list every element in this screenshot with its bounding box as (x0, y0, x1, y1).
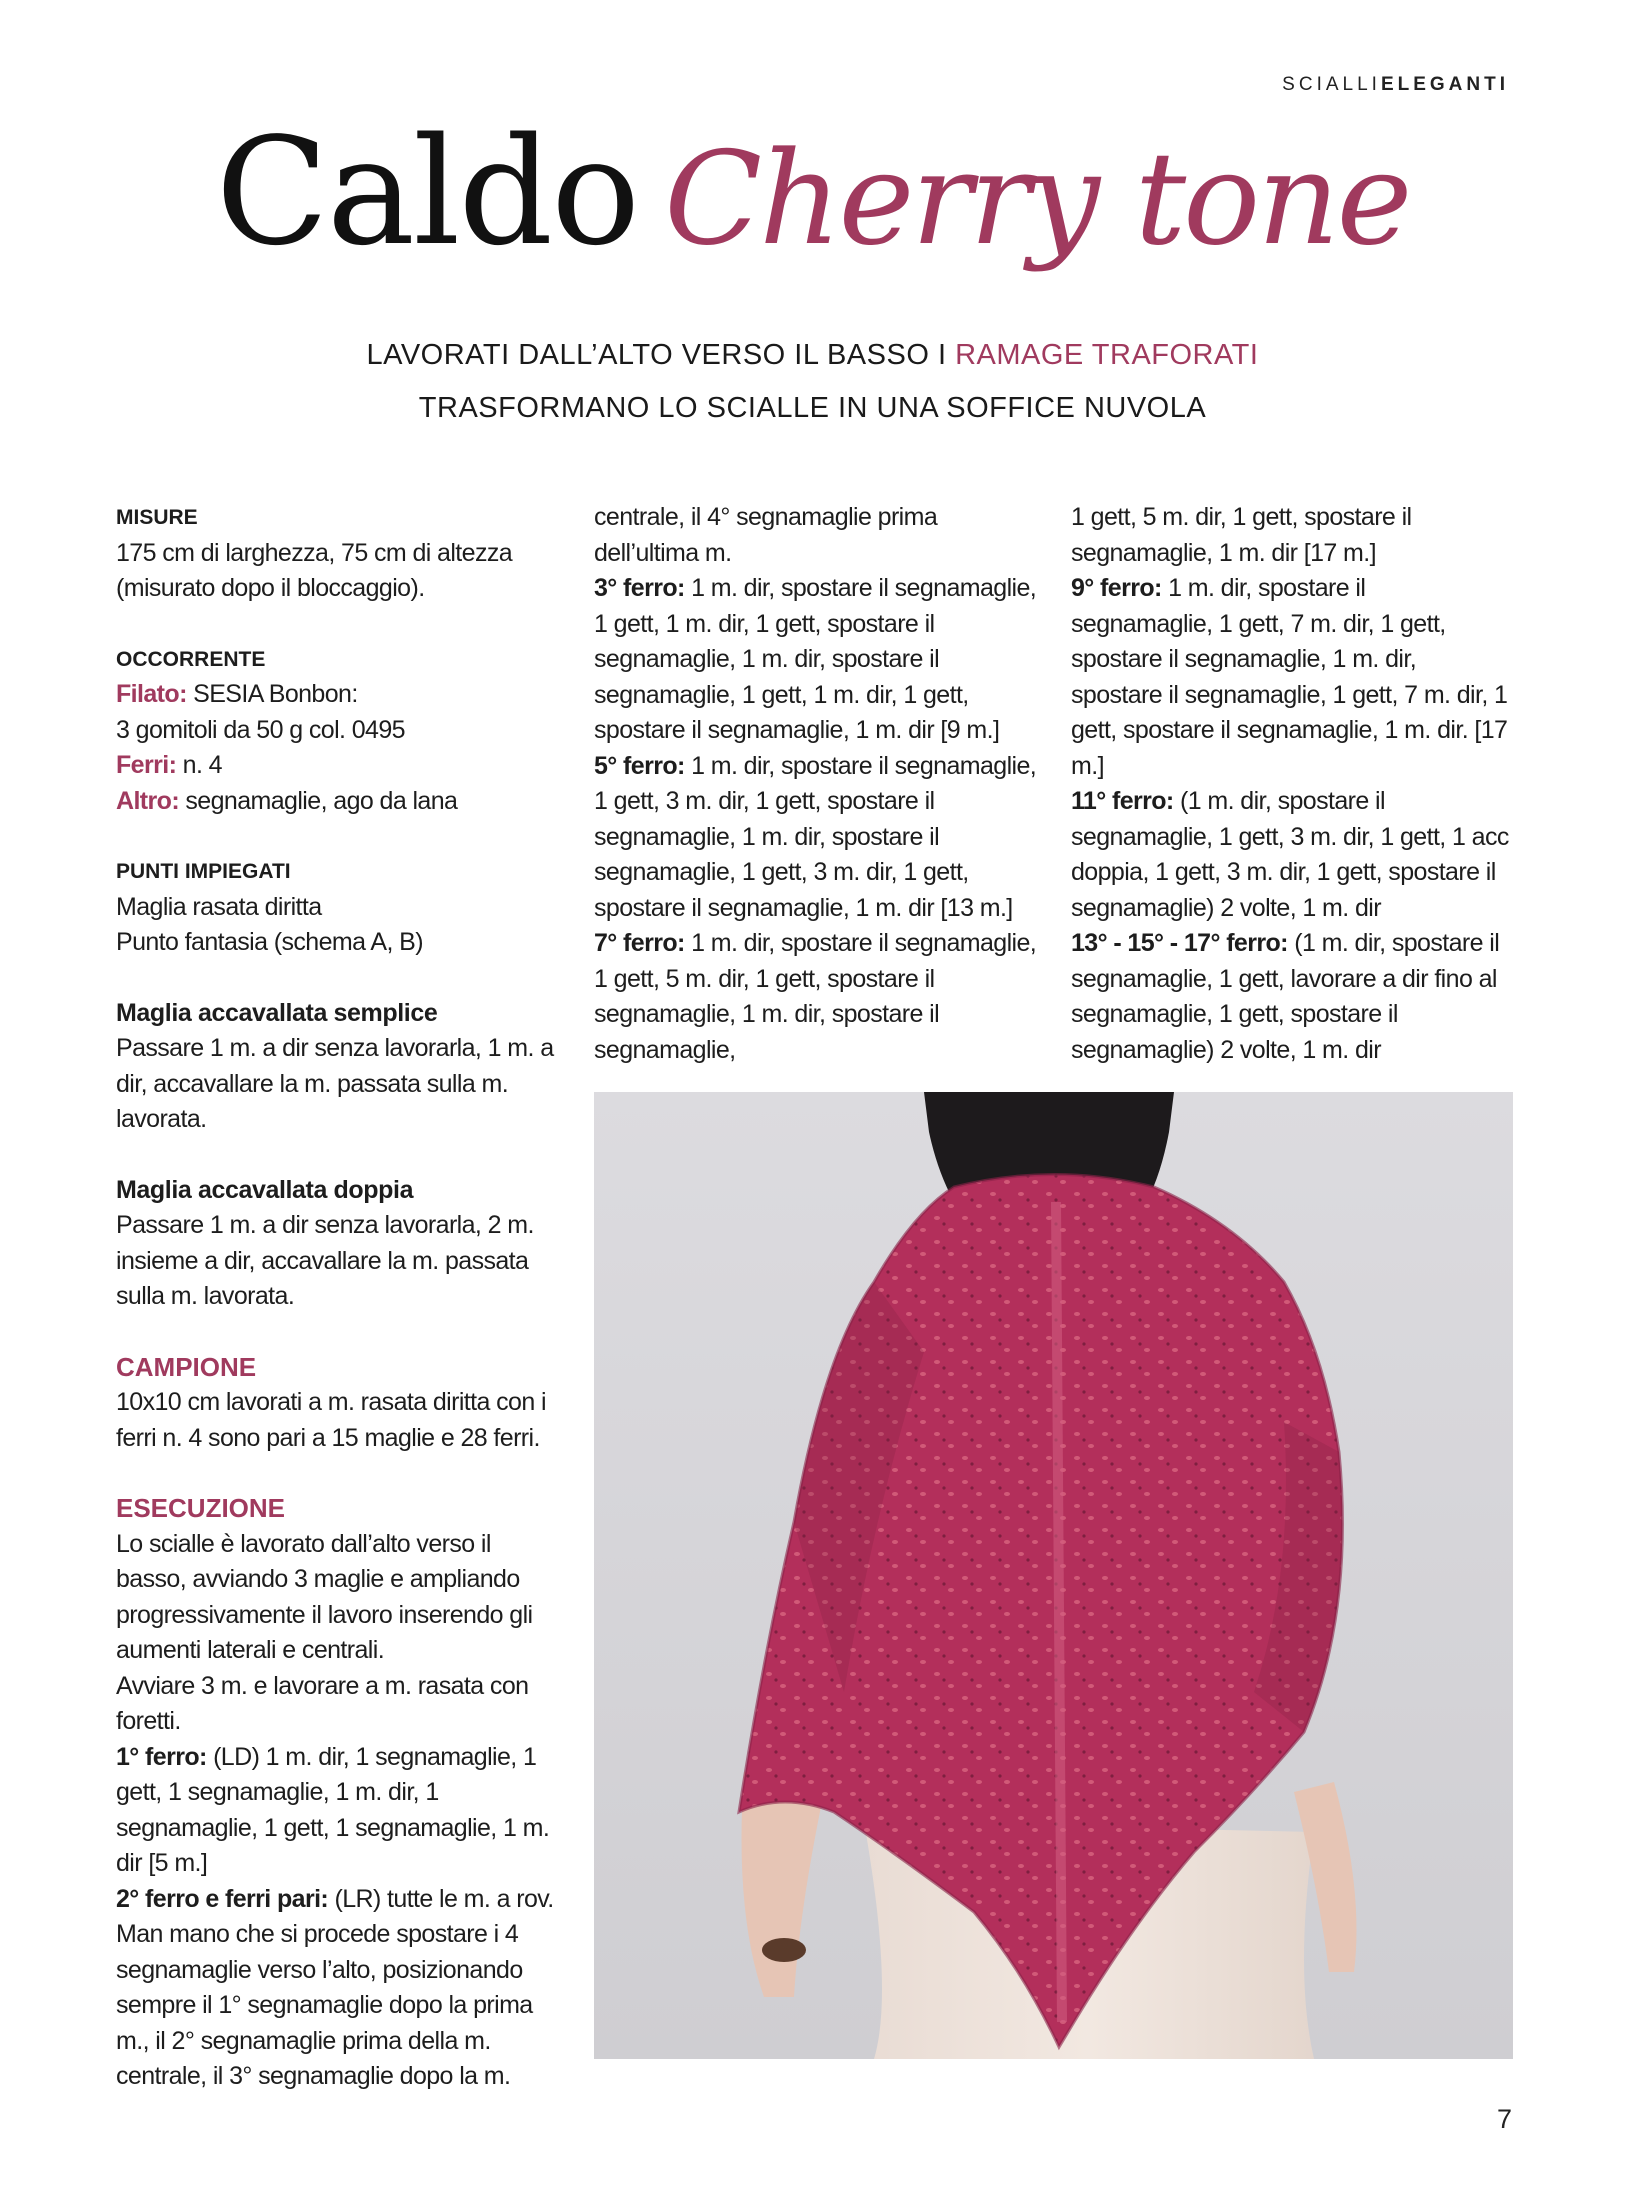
ferro13-text: (1 m. dir, spostare il segnamaglie, 1 gett, lavorare a dir fino al segnamaglie, 1 gett, spostare il segnamaglie) 2 volte, 1 m. dir (1071, 929, 1500, 1064)
semplice-heading: Maglia accavallata semplice (116, 998, 438, 1027)
punti-heading: PUNTI IMPIEGATI (116, 860, 291, 883)
ferro2-label: 2° ferro e ferri pari: (116, 1884, 329, 1913)
ferro3-paragraph (594, 571, 1038, 749)
section-tag (1282, 74, 1509, 96)
col3-intro: 1 gett, 5 m. dir, 1 gett, spostare il segnamaglie, 1 m. dir [17 m.] (1071, 503, 1412, 567)
page-title (0, 106, 1625, 278)
subtitle-line1-start: LAVORATI DALL’ALTO VERSO IL BASSO I (366, 339, 956, 371)
semplice-text: Passare 1 m. a dir senza lavorarla, 1 m. a dir, accavallare la m. passata sulla m. lavorata. (116, 1034, 554, 1133)
subtitle-line2: TRASFORMANO LO SCIALLE IN UNA SOFFICE NUVOLA (418, 392, 1207, 424)
section-tag-part2: ELEGANTI (1380, 74, 1509, 95)
ferro5-text: 1 m. dir, spostare il segnamaglie, 1 gett, 3 m. dir, 1 gett, spostare il segnamaglie, 1 m. dir, spostare il segnamaglie, 1 gett, 3 m. dir, 1 gett, spostare il segnamaglie, 1 m. dir [13 m.] (594, 751, 1037, 922)
ferro9-paragraph (1071, 571, 1513, 784)
ferro7-paragraph (594, 926, 1038, 1068)
ferro1-label: 1° ferro: (116, 1742, 207, 1771)
ferro11-label: 11° ferro: (1071, 787, 1174, 815)
ferro5-label: 5° ferro: (594, 751, 685, 780)
filato-text: SESIA Bonbon: (186, 680, 358, 708)
ferro11-text: (1 m. dir, spostare il segnamaglie, 1 gett, 3 m. dir, 1 gett, 1 acc doppia, 1 gett, 3 m. dir, 1 gett, spostare il segnamaglie) 2 volte, 1 m. dir (1071, 787, 1509, 922)
esecuzione-heading: ESECUZIONE (116, 1493, 286, 1523)
ferro7-label: 7° ferro: (594, 929, 685, 957)
filato-line (116, 677, 556, 713)
filato-text2: 3 gomitoli da 50 g col. 0495 (116, 715, 405, 744)
esecuzione-text: Lo scialle è lavorato dall’alto verso il basso, avviando 3 maglie e ampliando progressivamente il lavoro inserendo gli aumenti laterali e centrali. (116, 1529, 533, 1664)
ferro7-text: 1 m. dir, spostare il segnamaglie, 1 gett, 5 m. dir, 1 gett, spostare il segnamaglie, 1 m. dir, spostare il segnamaglie, (594, 929, 1037, 1064)
col2-intro: centrale, il 4° segnamaglie prima dell’ultima m. (594, 503, 938, 567)
ferri-line (116, 748, 556, 784)
campione-text: 10x10 cm lavorati a m. rasata diritta con i ferri n. 4 sono pari a 15 maglie e 28 ferri. (116, 1388, 546, 1452)
ferro1-paragraph (116, 1740, 556, 1882)
ferro13-label: 13° - 15° - 17° ferro: (1071, 929, 1288, 957)
punti-line2: Punto fantasia (schema A, B) (116, 928, 423, 956)
misure-heading: MISURE (116, 506, 198, 529)
altro-text: segnamaglie, ago da lana (179, 786, 458, 815)
altro-label: Altro: (116, 786, 180, 815)
ferro9-text: 1 m. dir, spostare il segnamaglie, 1 gett, 7 m. dir, 1 gett, spostare il segnamaglie, 1 m. dir, spostare il segnamaglie, 1 gett, 7 m. dir, 1 gett, spostare il segnamaglie, 1 m. dir. [17 m.] (1071, 574, 1508, 780)
ferro13-paragraph (1071, 926, 1513, 1068)
text-column-3 (1071, 500, 1513, 1068)
avviare-text: Avviare 3 m. e lavorare a m. rasata con foretti. (116, 1671, 529, 1735)
filato-label: Filato: (116, 680, 187, 708)
ferri-label: Ferri: (116, 751, 177, 779)
misure-text: 175 cm di larghezza, 75 cm di altezza (misurato dopo il bloccaggio). (116, 538, 513, 602)
page-number: 7 (1496, 2104, 1512, 2134)
ferro9-label: 9° ferro: (1071, 574, 1162, 602)
doppia-heading: Maglia accavallata doppia (116, 1175, 414, 1204)
ferro2-paragraph (116, 1882, 556, 2095)
section-tag-part1: SCIALLI (1282, 74, 1381, 95)
ferro3-label: 3° ferro: (594, 574, 685, 602)
ferro1-text: (LD) 1 m. dir, 1 segnamaglie, 1 gett, 1 segnamaglie, 1 m. dir, 1 segnamaglie, 1 gett, 1 segnamaglie, 1 m. dir [5 m.] (116, 1742, 550, 1877)
text-column-2 (594, 500, 1038, 1068)
text-column-1 (116, 500, 556, 2095)
occorrente-heading: OCCORRENTE (116, 647, 266, 671)
subtitle-line1-accent: RAMAGE TRAFORATI (955, 339, 1259, 371)
ferro2-text: (LR) tutte le m. a rov. Man mano che si procede spostare i 4 segnamaglie verso l’alto, posizionando sempre il 1° segnamaglie dopo la prima m., il 2° segnamaglie prima della m. centrale, il 3° segnamaglie dopo la m. (116, 1884, 554, 2090)
ferri-text: n. 4 (176, 751, 222, 779)
altro-line (116, 784, 556, 820)
ferro5-paragraph (594, 749, 1038, 927)
doppia-text: Passare 1 m. a dir senza lavorarla, 2 m. insieme a dir, accavallare la m. passata sulla m. lavorata. (116, 1211, 534, 1310)
subtitle-line1 (0, 339, 1625, 372)
ferro3-text: 1 m. dir, spostare il segnamaglie, 1 gett, 1 m. dir, 1 gett, spostare il segnamaglie, 1 m. dir, spostare il segnamaglie, 1 gett, 1 m. dir, 1 gett, spostare il segnamaglie, 1 m. dir [9 m.] (594, 574, 1037, 744)
title-script: Cherry tone (664, 125, 1410, 274)
campione-heading: CAMPIONE (116, 1351, 257, 1382)
title-plain: Caldo (215, 106, 639, 278)
punti-line1: Maglia rasata diritta (116, 892, 322, 921)
ferro11-paragraph (1071, 784, 1513, 926)
shawl-photo (594, 1092, 1513, 2059)
